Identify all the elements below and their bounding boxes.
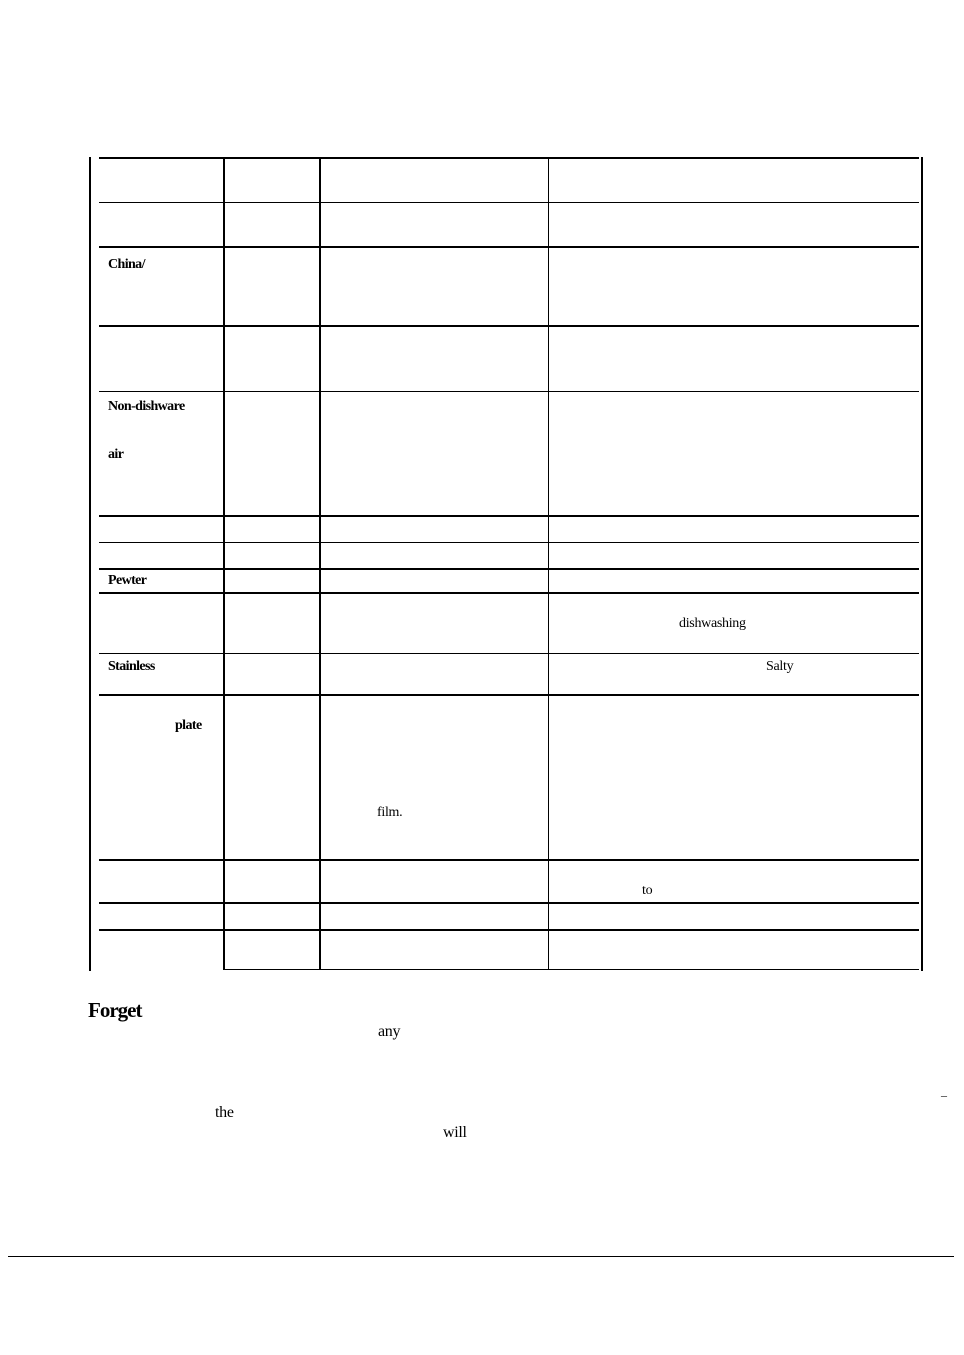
section-heading: Forget <box>88 998 142 1022</box>
dishwashing-text: dishwashing <box>679 616 746 631</box>
column-divider-3 <box>548 157 549 970</box>
row-rule <box>99 929 919 931</box>
column-divider-2 <box>319 157 321 970</box>
column-divider-1 <box>223 157 225 970</box>
row-rule <box>99 391 919 392</box>
dash-mark: – <box>941 1088 947 1102</box>
row-rule <box>99 859 919 861</box>
will-text: will <box>443 1124 467 1141</box>
row-rule <box>99 515 919 517</box>
row-rule <box>99 568 919 570</box>
row-rule <box>99 202 919 203</box>
row-rule <box>99 325 919 327</box>
row-rule <box>99 902 919 904</box>
salty-text: Salty <box>766 659 794 674</box>
row-rule <box>99 694 919 696</box>
row-rule <box>99 592 919 594</box>
material-china-label: China/ <box>108 257 145 272</box>
material-pewter-label: Pewter <box>108 573 147 588</box>
row-rule <box>99 246 919 248</box>
row-rule-bottom <box>223 969 919 970</box>
any-text: any <box>378 1023 401 1040</box>
material-air-label: air <box>108 447 124 462</box>
table-right-border <box>921 157 923 971</box>
row-rule <box>99 542 919 543</box>
table-left-border <box>89 157 91 971</box>
row-rule-top <box>99 157 919 159</box>
film-text: film. <box>377 805 403 820</box>
page-footer-rule <box>8 1256 954 1257</box>
material-plate-label: plate <box>175 718 202 733</box>
material-stainless-label: Stainless <box>108 659 155 674</box>
material-non-dishware-label: Non-dishware <box>108 399 185 414</box>
the-text: the <box>215 1104 234 1121</box>
row-rule <box>99 653 919 654</box>
to-text: to <box>642 883 653 898</box>
